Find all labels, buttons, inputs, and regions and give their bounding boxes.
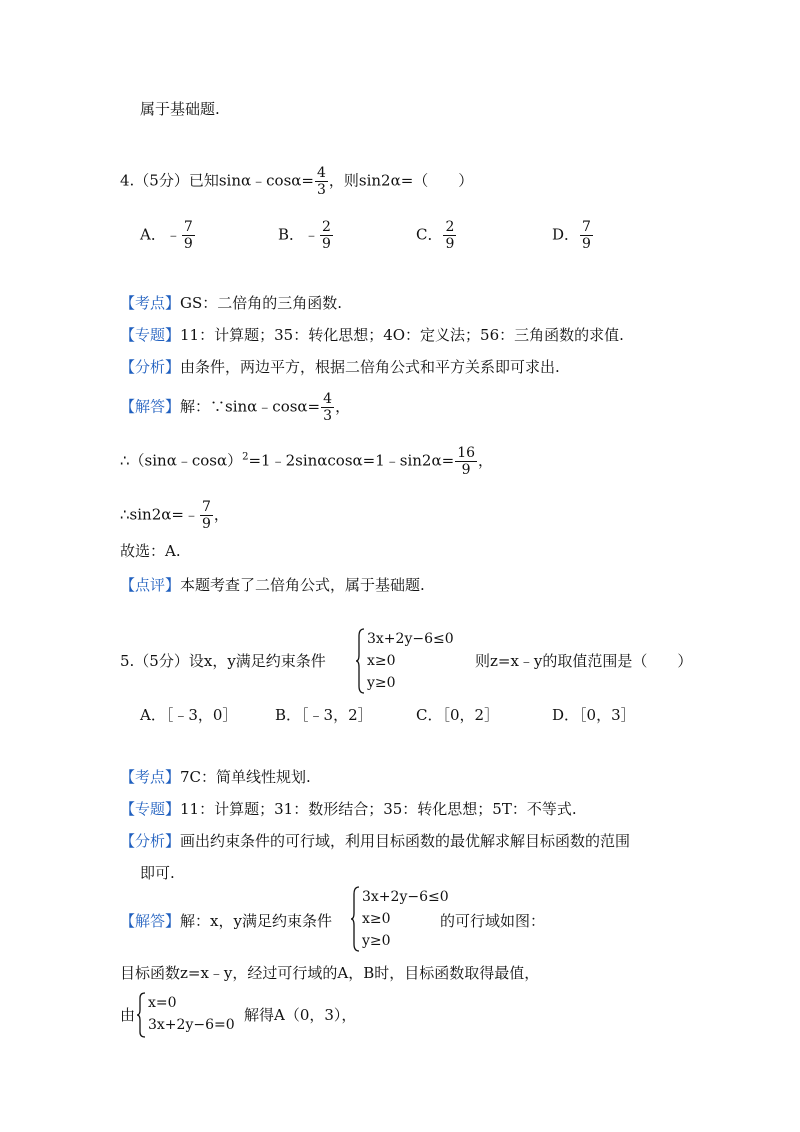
q4-fenxi — [120, 356, 560, 378]
q4-step2 — [120, 500, 229, 531]
frac-den: 3 — [323, 408, 333, 424]
q5-kaodian — [120, 766, 311, 788]
system-row: x≥0 — [367, 653, 396, 669]
q5-fenxi — [120, 830, 630, 852]
q5-stem-post: 则z=x﹣y的取值范围是（ ） — [475, 652, 693, 670]
frac-num: 4 — [323, 391, 333, 407]
q4-stem-post: ，则sin2α=（ ） — [328, 171, 474, 190]
option-fraction — [580, 220, 593, 251]
option-fraction — [320, 220, 333, 251]
jieda-fraction — [321, 392, 334, 423]
q4-stem-fraction — [315, 166, 328, 197]
q4-jieda — [120, 392, 350, 423]
frac-num: 2 — [445, 219, 455, 235]
q4-stem — [120, 166, 473, 197]
option-label: D． — [552, 225, 580, 244]
system-row: x=0 — [148, 995, 177, 1011]
frac-num: 7 — [582, 219, 591, 235]
system-row: 3x+2y−6≤0 — [362, 889, 449, 905]
zhuanti-text: 11：计算题；31：数形结合；35：转化思想；5T：不等式. — [180, 800, 577, 818]
option-sign: ﹣ — [304, 225, 320, 244]
q5-option-b[interactable]: B．［﹣3，2］ — [275, 706, 373, 724]
zhuanti-text: 11：计算题；35：转化思想；4O：定义法；56：三角函数的求值. — [180, 326, 624, 344]
jieda-post: ， — [335, 397, 351, 416]
step2-post: ， — [213, 505, 229, 524]
option-fraction — [443, 220, 456, 251]
q4-frac-num: 4 — [316, 165, 326, 181]
q5-constraint-system — [355, 628, 455, 694]
frac-den: 9 — [461, 462, 471, 478]
frac-num: 7 — [201, 499, 211, 515]
step1-fraction — [455, 446, 477, 477]
left-brace-icon — [350, 886, 360, 952]
q5-zhuanti — [120, 798, 577, 820]
q5-solve-post: 解得A（0，3）， — [244, 1006, 357, 1024]
q5-objective: 目标函数z=x﹣y，经过可行域的A，B时，目标函数取得最值， — [120, 964, 540, 982]
q4-option-a[interactable] — [140, 220, 196, 251]
step2-pre: ∴sin2α=﹣ — [120, 505, 199, 524]
frac-num: 7 — [183, 219, 193, 235]
dianping-text: 本题考查了二倍角公式，属于基础题. — [180, 576, 425, 594]
frac-den: 9 — [201, 516, 211, 532]
jieda-tag: 【解答】 — [120, 912, 181, 930]
q5-solve-system — [136, 992, 246, 1038]
left-brace-icon — [136, 992, 146, 1038]
option-label: A． — [140, 225, 166, 244]
jieda-tag: 【解答】 — [120, 397, 181, 416]
intro-tail: 属于基础题. — [140, 100, 220, 118]
frac-den: 9 — [183, 236, 193, 252]
frac-den: 9 — [322, 236, 331, 252]
option-label: B． — [278, 225, 305, 244]
system-row: x≥0 — [362, 911, 391, 927]
q5-option-d[interactable]: D．［0，3］ — [552, 706, 636, 724]
step1-sup: 2 — [242, 451, 249, 463]
q4-option-c[interactable] — [416, 220, 457, 251]
q5-option-c[interactable]: C．［0，2］ — [416, 706, 500, 724]
q4-frac-den: 3 — [316, 182, 326, 198]
q5-fenxi-cont: 即可. — [140, 864, 175, 882]
system-row: y≥0 — [367, 675, 396, 691]
q5-option-a[interactable]: A．［﹣3，0］ — [140, 706, 238, 724]
q4-stem-pre: 4.（5分）已知sinα﹣cosα= — [120, 171, 314, 190]
system-row: 3x+2y−6≤0 — [367, 631, 454, 647]
q5-jieda-system — [350, 886, 450, 952]
q4-answer: 故选：A. — [120, 542, 181, 560]
frac-num: 2 — [322, 219, 331, 235]
option-label: C． — [416, 225, 443, 244]
frac-den: 9 — [445, 236, 455, 252]
step1-post: ， — [478, 451, 494, 470]
fenxi-text: 由条件，两边平方，根据二倍角公式和平方关系即可求出. — [180, 358, 560, 376]
option-fraction — [182, 220, 195, 251]
fenxi-tag: 【分析】 — [120, 358, 181, 376]
option-sign: ﹣ — [165, 225, 181, 244]
zhuanti-tag: 【专题】 — [120, 800, 181, 818]
kaodian-text: 7C：简单线性规划. — [180, 768, 311, 786]
kaodian-tag: 【考点】 — [120, 768, 181, 786]
q5-jieda-pre — [120, 910, 332, 932]
jieda-pre: 解：x，y满足约束条件 — [180, 912, 332, 930]
frac-num: 16 — [457, 445, 476, 461]
zhuanti-tag: 【专题】 — [120, 326, 181, 344]
fenxi-tag: 【分析】 — [120, 832, 181, 850]
q4-step1 — [120, 446, 493, 477]
left-brace-icon — [355, 628, 365, 694]
q4-option-d[interactable] — [552, 220, 594, 251]
system-row: 3x+2y−6=0 — [148, 1017, 235, 1033]
frac-den: 9 — [582, 236, 591, 252]
q4-option-b[interactable] — [278, 220, 334, 251]
q5-stem-pre: 5.（5分）设x，y满足约束条件 — [120, 652, 326, 670]
q4-kaodian — [120, 292, 342, 314]
q4-zhuanti — [120, 324, 624, 346]
step1-pre: ∴（sinα﹣cosα） — [120, 451, 243, 470]
step1-mid: =1﹣2sinαcosα=1﹣sin2α= — [248, 451, 455, 470]
dianping-tag: 【点评】 — [120, 576, 181, 594]
q5-jieda-post: 的可行域如图： — [440, 912, 546, 930]
q5-you: 由 — [120, 1006, 136, 1024]
step2-fraction — [200, 500, 213, 531]
q4-dianping — [120, 574, 425, 596]
kaodian-tag: 【考点】 — [120, 294, 181, 312]
fenxi-text: 画出约束条件的可行域，利用目标函数的最优解求解目标函数的范围 — [180, 832, 631, 850]
system-row: y≥0 — [362, 933, 391, 949]
kaodian-text: GS：二倍角的三角函数. — [180, 294, 343, 312]
jieda-pre: 解：∵sinα﹣cosα= — [180, 397, 321, 416]
